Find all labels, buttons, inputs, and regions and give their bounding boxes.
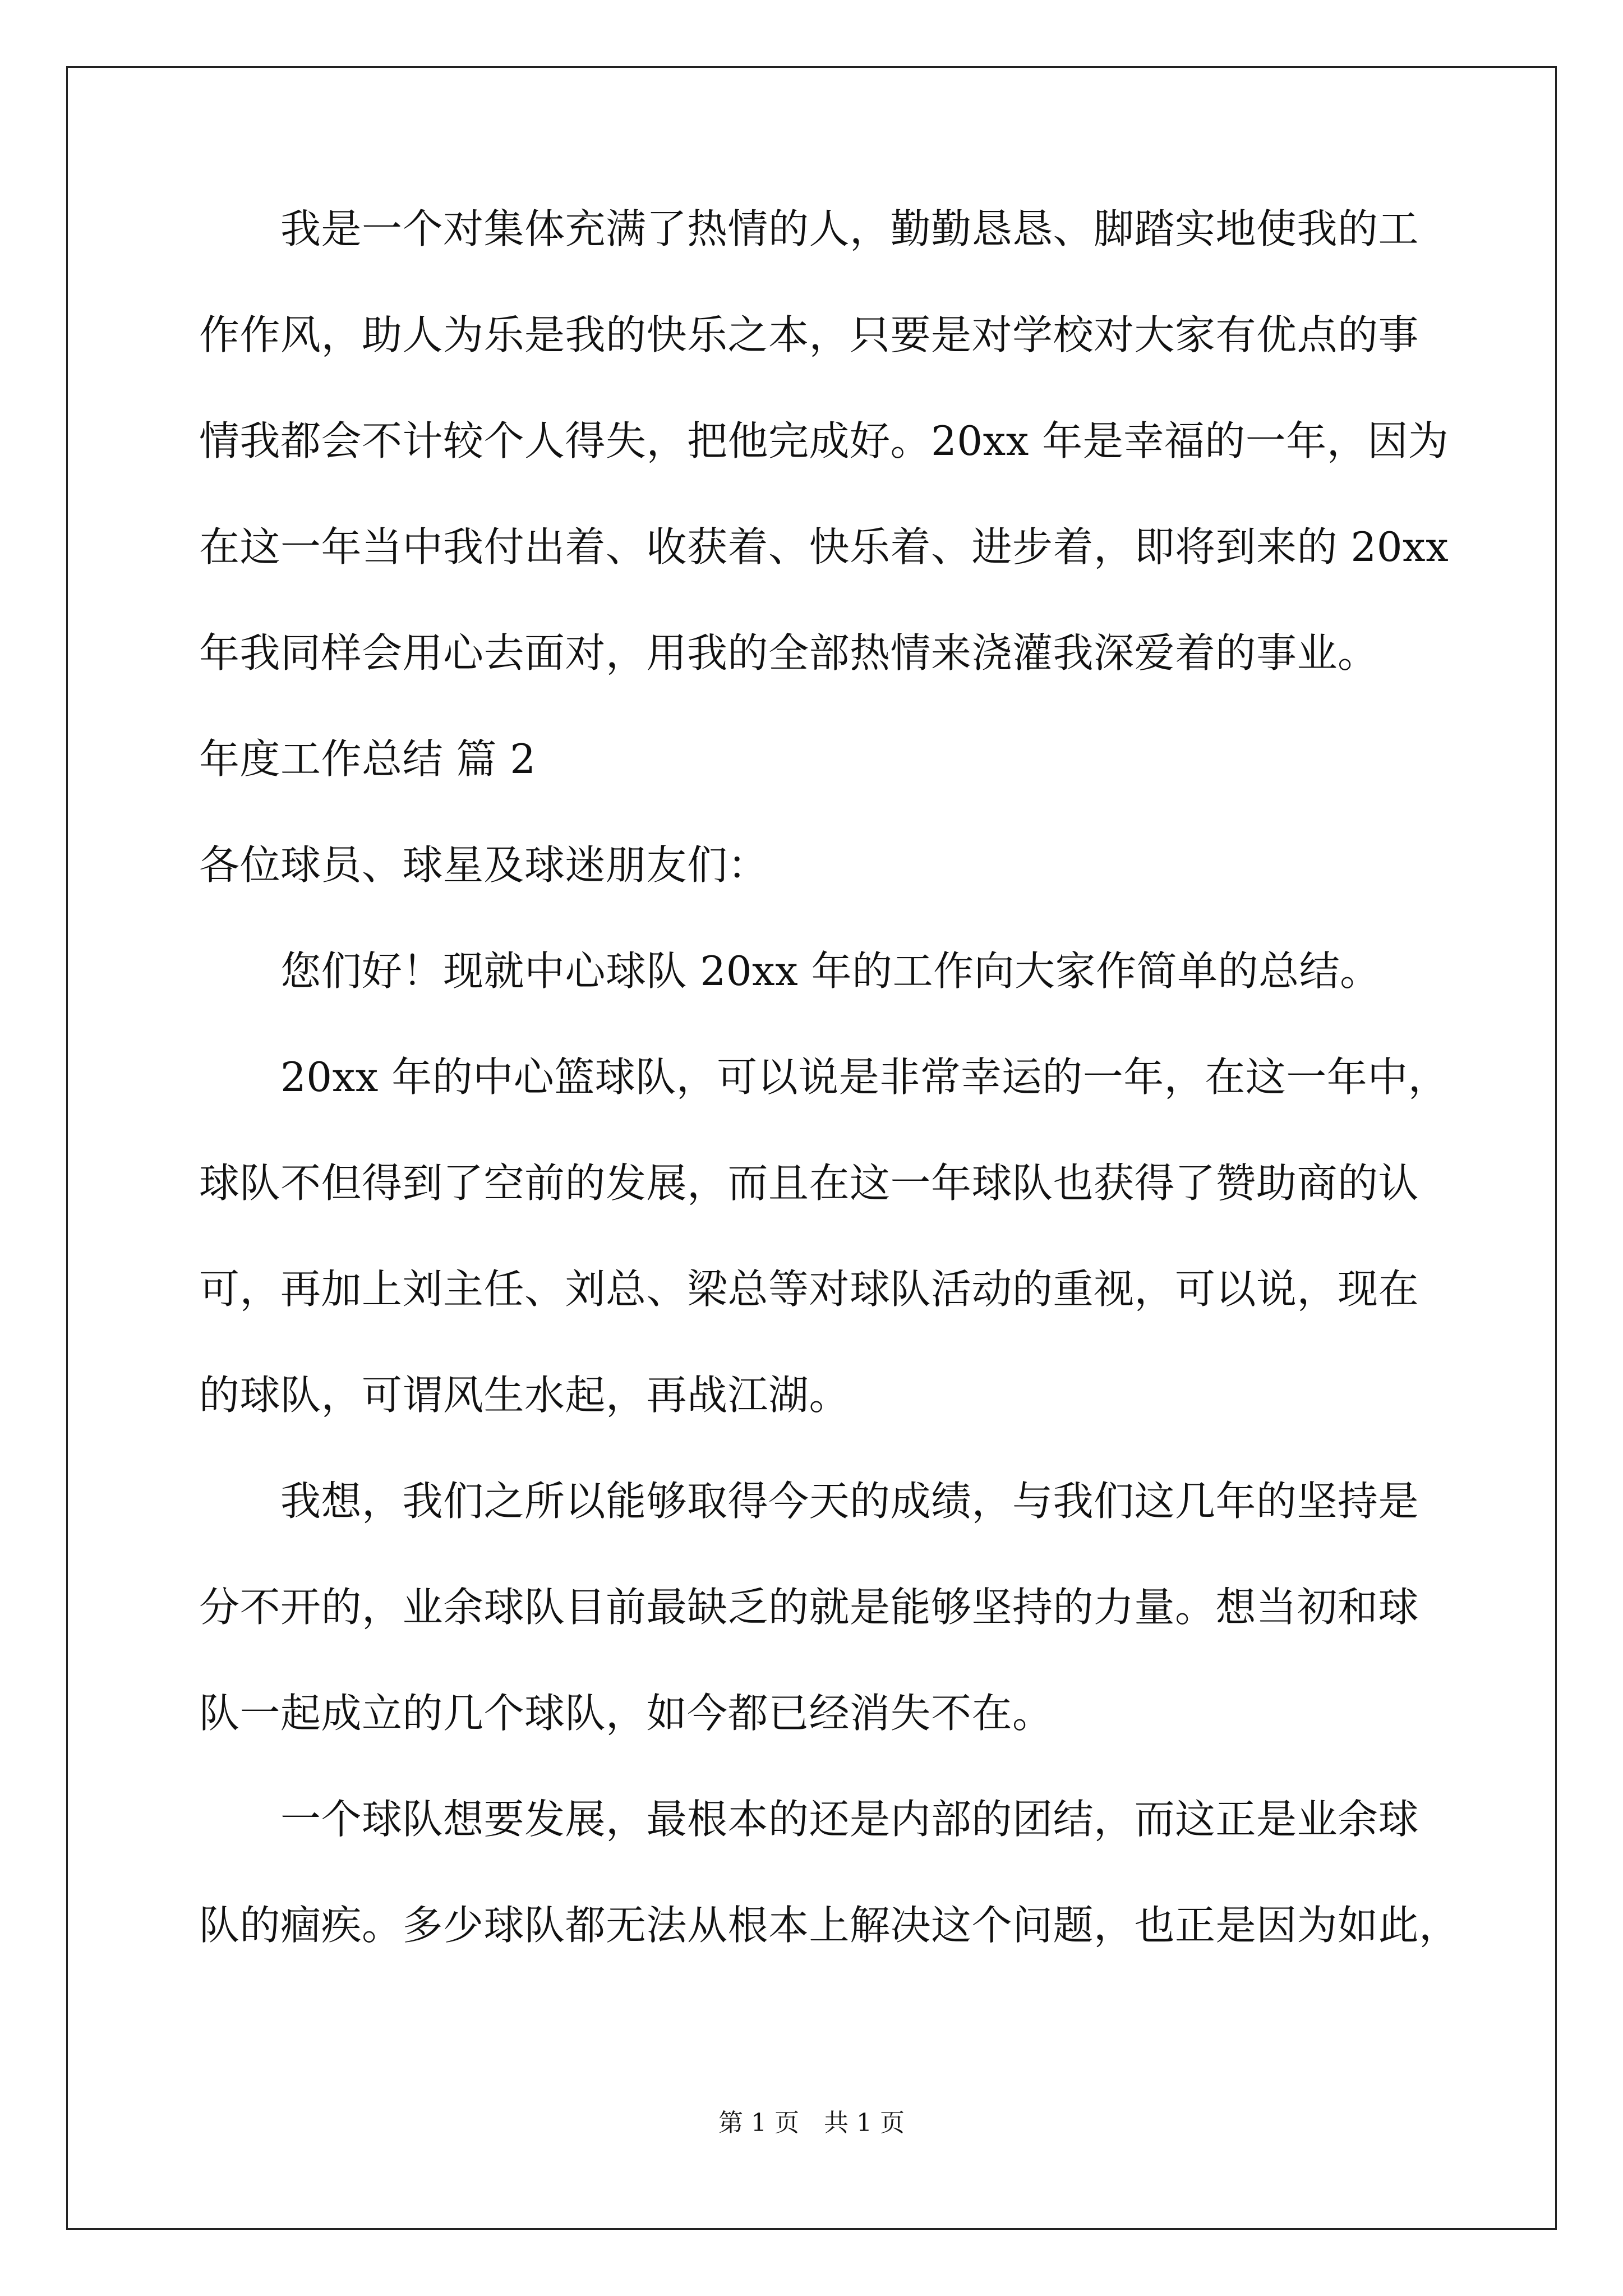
paragraph-line: 队一起成立的几个球队，如今都已经消失不在。 bbox=[199, 1690, 1053, 1737]
paragraph-line: 分不开的，业余球队目前最缺乏的就是能够坚持的力量。想当初和球 bbox=[199, 1584, 1419, 1631]
paragraph-line: 情我都会不计较个人得失，把他完成好。20xx 年是幸福的一年，因为 bbox=[199, 417, 1449, 464]
paragraph-line: 作作风，助人为乐是我的快乐之本，只要是对学校对大家有优点的事 bbox=[199, 311, 1419, 358]
section-heading: 年度工作总结 篇 2 bbox=[199, 735, 536, 783]
paragraph-line: 年我同样会用心去面对，用我的全部热情来浇灌我深爱着的事业。 bbox=[199, 629, 1378, 677]
paragraph-line: 我想，我们之所以能够取得今天的成绩，与我们这几年的坚持是 bbox=[199, 1478, 1419, 1525]
paragraph-line: 球队不但得到了空前的发展，而且在这一年球队也获得了赞助商的认 bbox=[199, 1159, 1419, 1207]
paragraph-line: 您们好！现就中心球队 20xx 年的工作向大家作简单的总结。 bbox=[199, 947, 1381, 995]
paragraph-line: 我是一个对集体充满了热情的人，勤勤恳恳、脚踏实地使我的工 bbox=[199, 205, 1419, 252]
paragraph-line: 在这一年当中我付出着、收获着、快乐着、进步着，即将到来的 20xx bbox=[199, 523, 1449, 570]
paragraph-line: 20xx 年的中心篮球队，可以说是非常幸运的一年，在这一年中， bbox=[199, 1053, 1449, 1101]
paragraph-line: 一个球队想要发展，最根本的还是内部的团结，而这正是业余球 bbox=[199, 1796, 1419, 1843]
paragraph-line: 的球队，可谓风生水起，再战江湖。 bbox=[199, 1372, 850, 1419]
paragraph-line: 队的痼疾。多少球队都无法从根本上解决这个问题，也正是因为如此， bbox=[199, 1902, 1460, 1949]
page-number-footer: 第 1 页 共 1 页 bbox=[718, 2109, 905, 2137]
salutation: 各位球员、球星及球迷朋友们： bbox=[199, 841, 769, 889]
paragraph-line: 可，再加上刘主任、刘总、梁总等对球队活动的重视，可以说，现在 bbox=[199, 1266, 1419, 1313]
